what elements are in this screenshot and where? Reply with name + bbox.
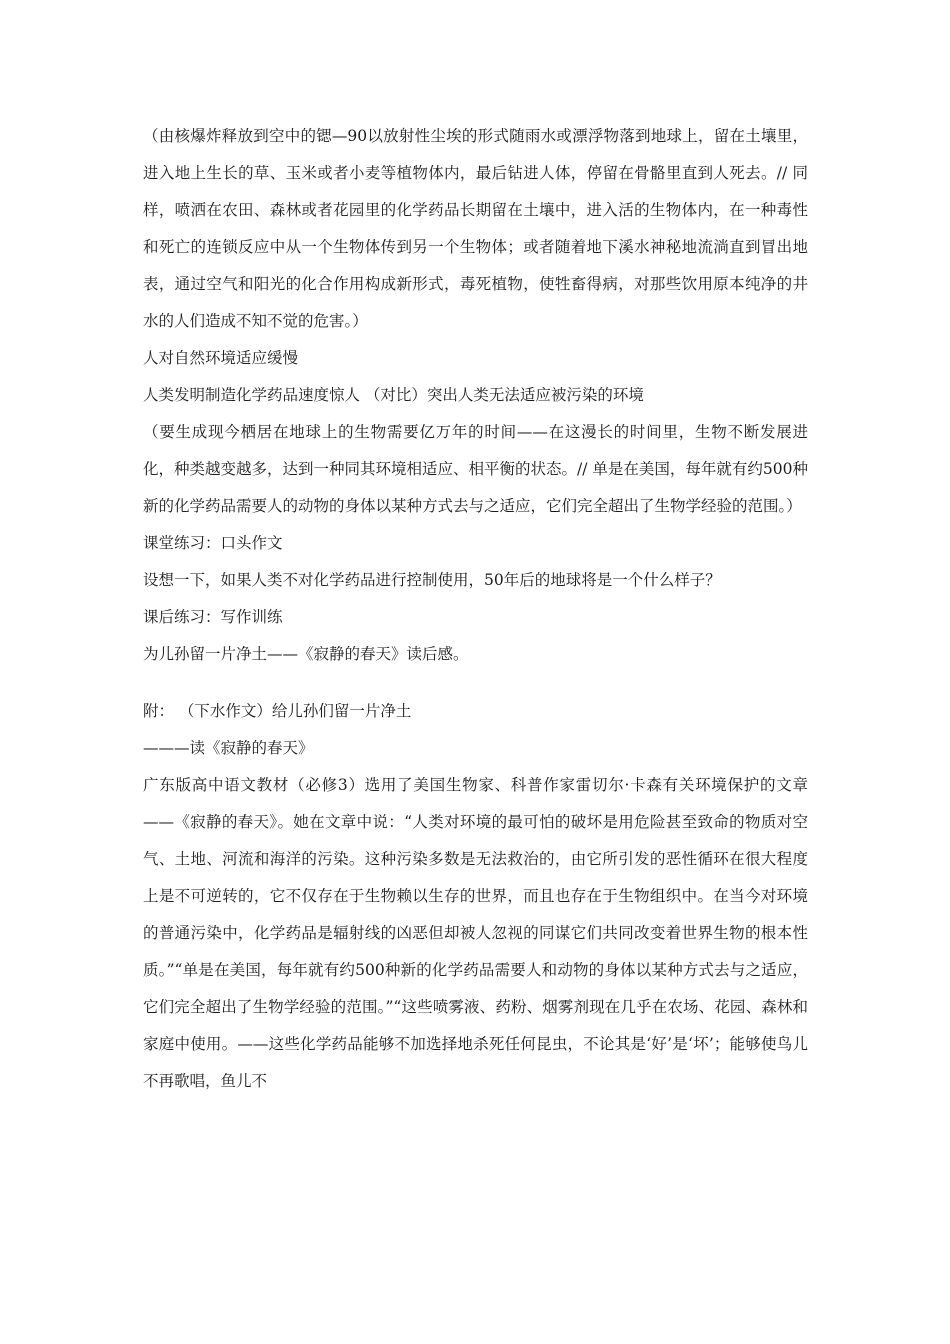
paragraph-homework-prompt: 为儿孙留一片净土——《寂静的春天》读后感。 xyxy=(143,645,469,663)
paragraph-strontium-quote: （由核爆炸释放到空中的锶—90以放射性尘埃的形式随雨水或漂浮物落到地球上，留在土壤里，进入地上生长的草、玉米或者小麦等植物体内，最后钻进人体，停留在骨骼里直到人死去。// 同样，喷洒在农田、森林或者花园里的化学药品长期留在土壤中，进入活的生物体内，在一种毒性和死亡的连锁反应中从一个生物体传到另一个生物体；或者随着地下溪水神秘地流淌直到冒出地表，通过空气和阳光的化合作用构成新形式，毒死植物，使牲畜得病，对那些饮用原本纯净的井水的人们造成不知不觉的危害。） xyxy=(143,127,808,330)
paragraph-slow-adaptation: 人对自然环境适应缓慢 xyxy=(143,349,299,367)
appendix-title: 附： （下水作文）给儿孙们留一片净土 xyxy=(143,702,412,720)
document-body xyxy=(143,118,808,1100)
paragraph-essay-body: 广东版高中语文教材（必修3）选用了美国生物家、科普作家雷切尔·卡森有关环境保护的文章——《寂静的春天》。她在文章中说：“人类对环境的最可怕的破坏是用危险甚至致命的物质对空气、土地、河流和海洋的污染。这种污染多数是无法救治的，由它所引发的恶性循环在很大程度上是不可逆转的，它不仅存在于生物赖以生存的世界，而且也存在于生物组织中。在当今对环境的普通污染中，化学药品是辐射线的凶恶但却被人忽视的同谋它们共同改变着世界生物的根本性质。”“单是在美国，每年就有约500种新的化学药品需要人和动物的身体以某种方式去与之适应，它们完全超出了生物学经验的范围。”“这些喷雾液、药粉、烟雾剂现在几乎在农场、花园、森林和家庭中使用。——这些化学药品能够不加选择地杀死任何昆虫，不论其是‘好’是‘坏’；能够使鸟儿不再歌唱，鱼儿不 xyxy=(143,776,808,1090)
heading-homework: 课后练习：写作训练 xyxy=(143,608,283,626)
paragraph-contrast-note: 人类发明制造化学药品速度惊人 （对比）突出人类无法适应被污染的环境 xyxy=(143,386,644,404)
paragraph-class-exercise-prompt: 设想一下，如果人类不对化学药品进行控制使用，50年后的地球将是一个什么样子？ xyxy=(143,571,721,589)
heading-class-exercise: 课堂练习：口头作文 xyxy=(143,534,283,552)
paragraph-evolution-quote: （要生成现今栖居在地球上的生物需要亿万年的时间——在这漫长的时间里，生物不断发展进化，种类越变越多，达到一种同其环境相适应、相平衡的状态。// 单是在美国，每年就有约500种新的化学药品需要人的动物的身体以某种方式去与之适应，它们完全超出了生物学经验的范围。） xyxy=(143,423,808,515)
spacer xyxy=(143,673,808,693)
appendix-subtitle: ———读《寂静的春天》 xyxy=(143,739,314,757)
